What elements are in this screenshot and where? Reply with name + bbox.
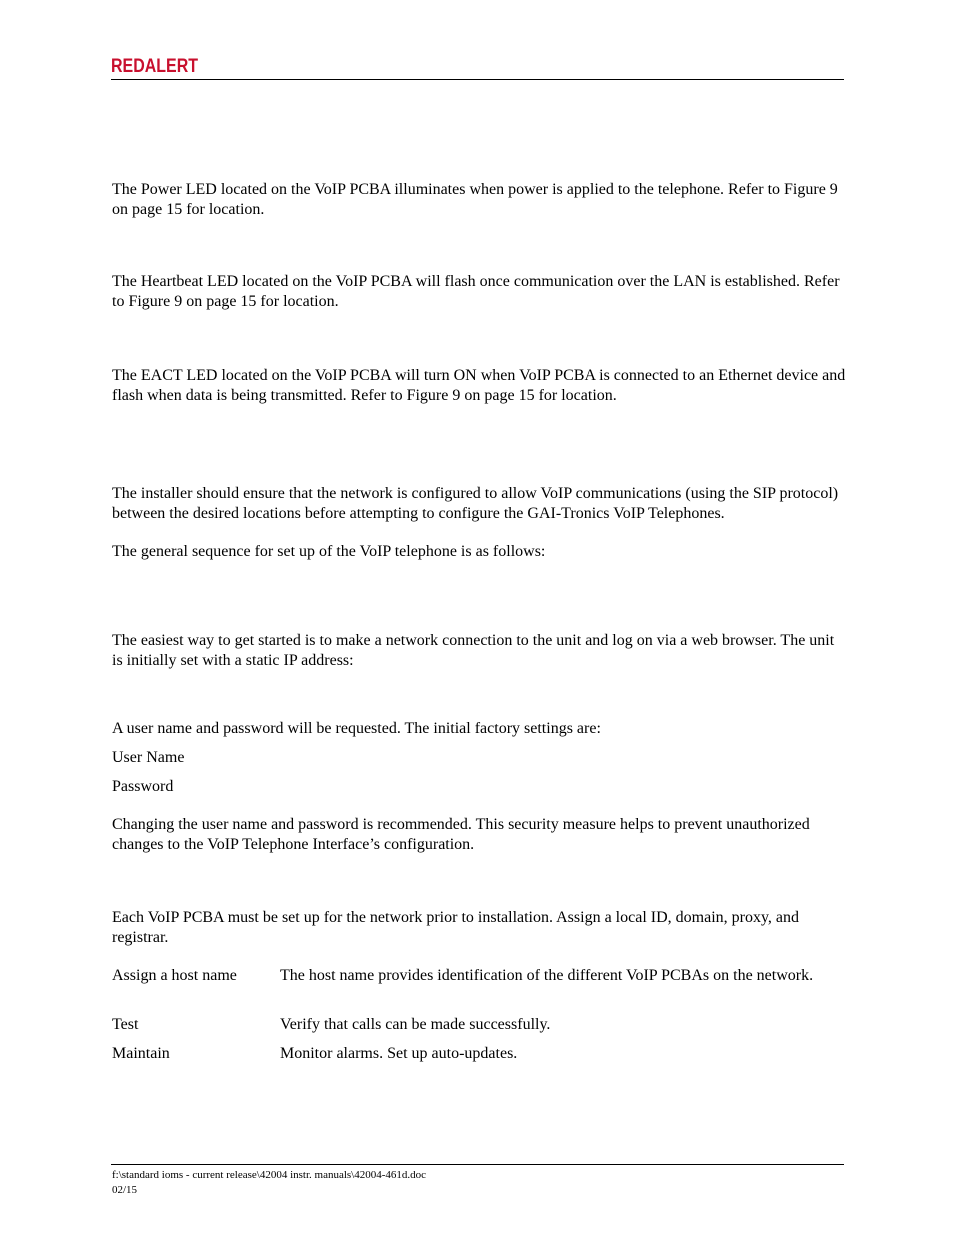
eact-led-paragraph: The EACT LED located on the VoIP PCBA will turn ON when VoIP PCBA is connected to an Ethernet device and flash when data is being transmitted. Refer to Figure 9 on page 15 for location. (112, 367, 846, 404)
password-label: Password (112, 778, 174, 795)
sequence-paragraph: The general sequence for set up of the VoIP telephone is as follows: (112, 543, 546, 560)
step-description: Verify that calls can be made successfully. (280, 1016, 551, 1033)
header-rule (111, 79, 844, 80)
footer-date: 02/15 (112, 1184, 138, 1196)
step-term: Assign a host name (112, 967, 237, 984)
step-term: Maintain (112, 1045, 170, 1062)
step-description: The host name provides identification of the different VoIP PCBAs on the network. (280, 967, 814, 984)
footer-rule (111, 1164, 844, 1165)
credentials-paragraph: A user name and password will be requested. The initial factory settings are: (112, 720, 601, 737)
installer-paragraph: The installer should ensure that the network is configured to allow VoIP communications (using the SIP protocol) between the desired locations before attempting to configure the GAI-Tronics VoIP Telephones. (112, 485, 839, 522)
getting-started-paragraph: The easiest way to get started is to make a network connection to the unit and log on via a web browser. The unit is initially set with a static IP address: (112, 632, 835, 669)
redalert-logo (111, 55, 201, 77)
power-led-paragraph: The Power LED located on the VoIP PCBA illuminates when power is applied to the telephone. Refer to Figure 9 on page 15 for location. (112, 181, 838, 218)
svg-text:REDALERT: REDALERT (111, 56, 199, 77)
security-paragraph: Changing the user name and password is recommended. This security measure helps to prevent unauthorized changes to the VoIP Telephone Interface’s configuration. (112, 816, 810, 853)
user-name-label: User Name (112, 749, 185, 766)
setup-paragraph: Each VoIP PCBA must be set up for the network prior to installation. Assign a local ID, domain, proxy, and registrar. (112, 909, 800, 946)
redalert-logo-mark (111, 55, 201, 77)
step-description: Monitor alarms. Set up auto-updates. (280, 1045, 518, 1062)
step-term: Test (112, 1016, 139, 1033)
heartbeat-led-paragraph: The Heartbeat LED located on the VoIP PCBA will flash once communication over the LAN is established. Refer to Figure 9 on page 15 for location. (112, 273, 840, 310)
footer-file-path: f:\standard ioms - current release\42004 instr. manuals\42004-461d.doc (112, 1169, 427, 1181)
